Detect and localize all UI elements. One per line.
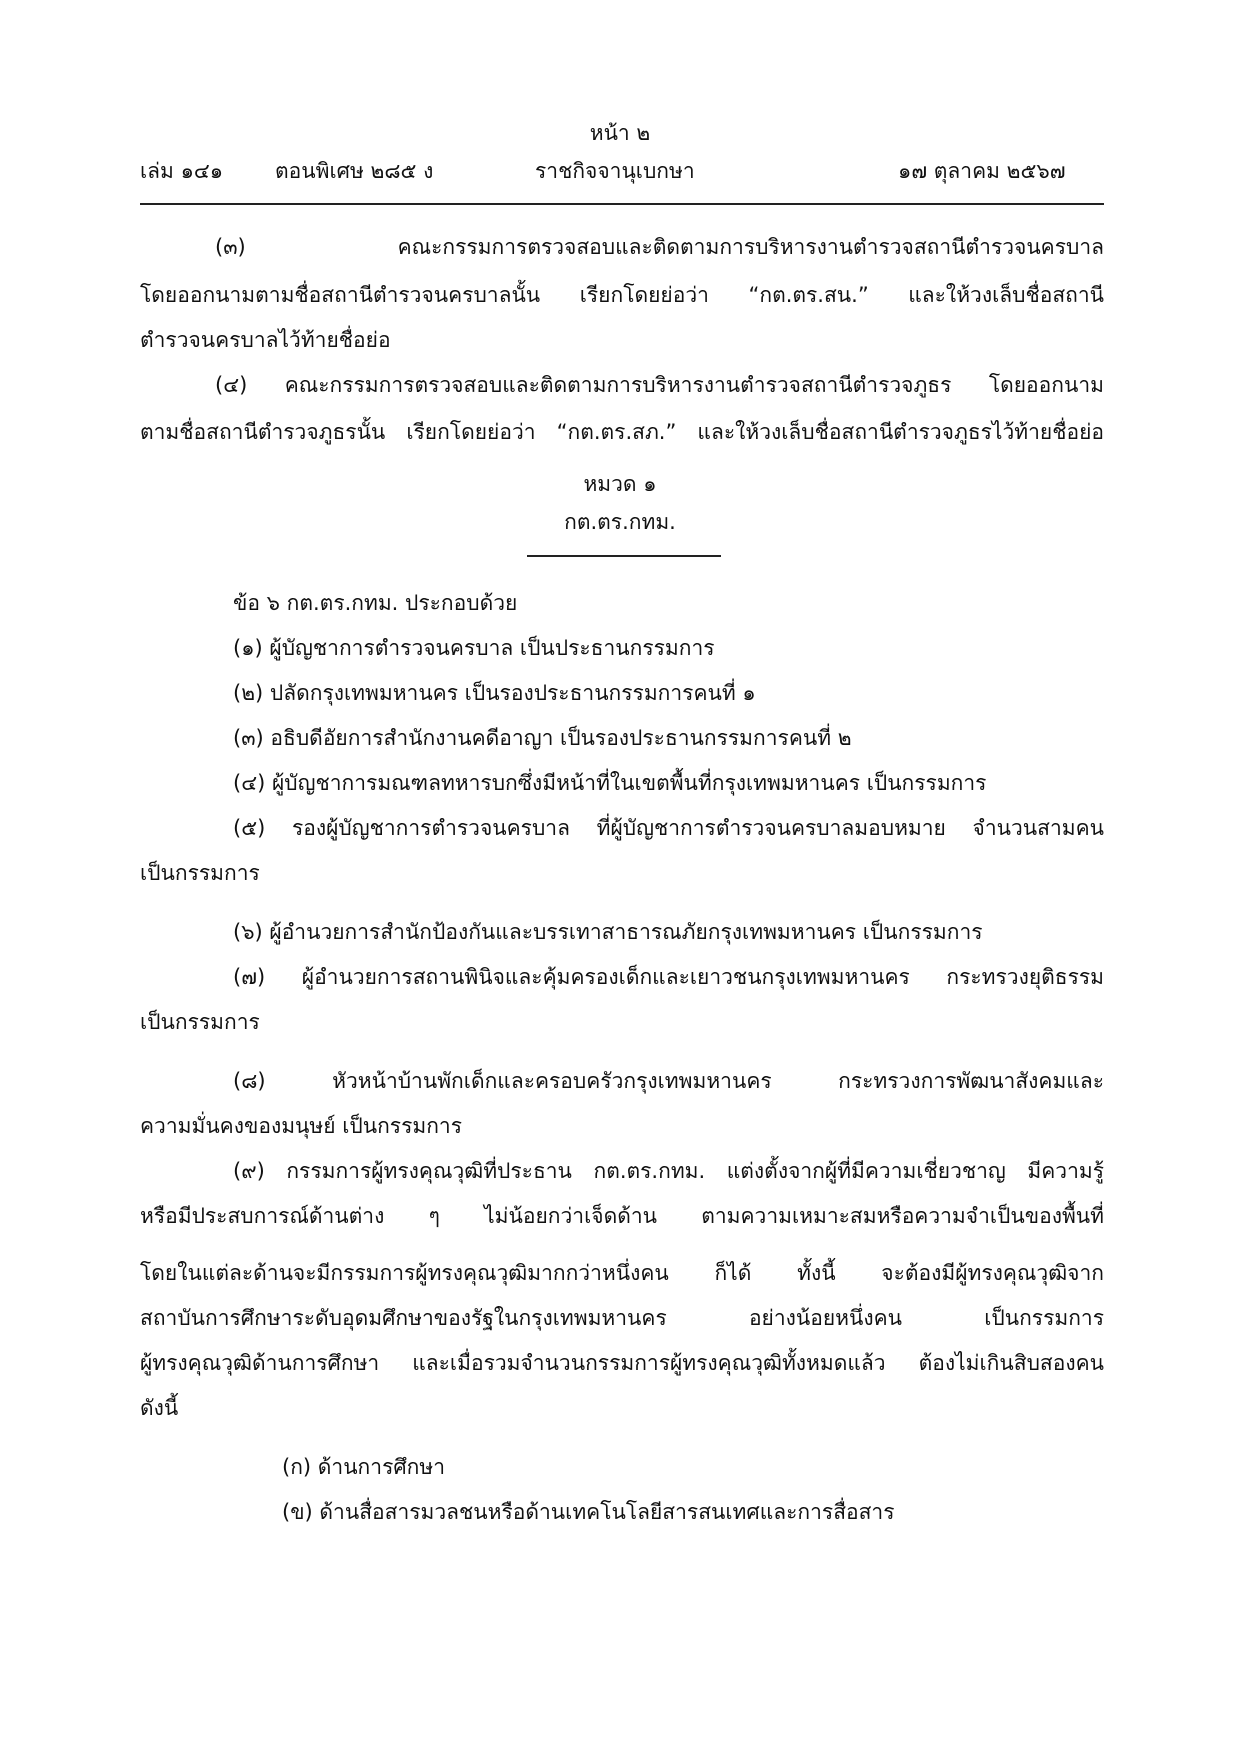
header-divider bbox=[140, 203, 1104, 205]
member-2: (๒) ปลัดกรุงเทพมหานคร เป็นรองประธานกรรมการคนที่ ๑ bbox=[233, 681, 756, 705]
publication-name: ราชกิจจานุเบกษา bbox=[535, 159, 695, 183]
member-8-line-2: ความมั่นคงของมนุษย์ เป็นกรรมการ bbox=[140, 1114, 462, 1138]
member-7-line-2: เป็นกรรมการ bbox=[140, 1010, 260, 1034]
article-heading: ข้อ ๖ กต.ตร.กทม. ประกอบด้วย bbox=[233, 591, 518, 615]
member-9-line-2: หรือมีประสบการณ์ด้านต่าง ๆ ไม่น้อยกว่าเจ็ดด้าน ตามความเหมาะสมหรือความจำเป็นของพื้นที่ bbox=[140, 1204, 1104, 1228]
intro-item-4-line-2: ตามชื่อสถานีตำรวจภูธรนั้น เรียกโดยย่อว่า “กต.ตร.สภ.” และให้วงเล็บชื่อสถานีตำรวจภูธรไว้ท้ายชื่อย่อ bbox=[140, 420, 1104, 444]
section-divider bbox=[527, 555, 721, 557]
member-4: (๔) ผู้บัญชาการมณฑลทหารบกซึ่งมีหน้าที่ในเขตพื้นที่กรุงเทพมหานคร เป็นกรรมการ bbox=[233, 771, 987, 795]
intro-item-3-line-3: ตำรวจนครบาลไว้ท้ายชื่อย่อ bbox=[140, 328, 391, 352]
section-title: หมวด ๑ bbox=[583, 472, 657, 496]
member-6: (๖) ผู้อำนวยการสำนักป้องกันและบรรเทาสาธารณภัยกรุงเทพมหานคร เป็นกรรมการ bbox=[233, 920, 983, 944]
sub-item-kho: (ข) ด้านสื่อสารมวลชนหรือด้านเทคโนโลยีสารสนเทศและการสื่อสาร bbox=[282, 1500, 895, 1524]
member-9-line-3: โดยในแต่ละด้านจะมีกรรมการผู้ทรงคุณวุฒิมากกว่าหนึ่งคน ก็ได้ ทั้งนี้ จะต้องมีผู้ทรงคุณวุฒิจาก bbox=[140, 1261, 1104, 1285]
page-number: หน้า ๒ bbox=[589, 121, 651, 145]
member-9-line-1: (๙) กรรมการผู้ทรงคุณวุฒิที่ประธาน กต.ตร.กทม. แต่งตั้งจากผู้ที่มีความเชี่ยวชาญ มีความรู้ bbox=[233, 1159, 1104, 1183]
member-8-line-1: (๘) หัวหน้าบ้านพักเด็กและครอบครัวกรุงเทพมหานคร กระทรวงการพัฒนาสังคมและ bbox=[233, 1069, 1104, 1093]
intro-item-3-line-2: โดยออกนามตามชื่อสถานีตำรวจนครบาลนั้น เรียกโดยย่อว่า “กต.ตร.สน.” และให้วงเล็บชื่อสถานี bbox=[140, 283, 1104, 307]
intro-item-4-line-1: (๔) คณะกรรมการตรวจสอบและติดตามการบริหารงานตำรวจสถานีตำรวจภูธร โดยออกนาม bbox=[215, 373, 1104, 397]
publication-date: ๑๗ ตุลาคม ๒๕๖๗ bbox=[898, 159, 1066, 183]
member-5-line-1: (๕) รองผู้บัญชาการตำรวจนครบาล ที่ผู้บัญชาการตำรวจนครบาลมอบหมาย จำนวนสามคน bbox=[233, 816, 1104, 840]
issue-number: ตอนพิเศษ ๒๘๕ ง bbox=[275, 159, 434, 183]
member-9-line-4: สถาบันการศึกษาระดับอุดมศึกษาของรัฐในกรุงเทพมหานคร อย่างน้อยหนึ่งคน เป็นกรรมการ bbox=[140, 1306, 1104, 1330]
member-3: (๓) อธิบดีอัยการสำนักงานคดีอาญา เป็นรองประธานกรรมการคนที่ ๒ bbox=[233, 726, 852, 750]
volume-number: เล่ม ๑๔๑ bbox=[140, 159, 224, 183]
section-subtitle: กต.ตร.กทม. bbox=[564, 510, 676, 534]
sub-item-ko: (ก) ด้านการศึกษา bbox=[282, 1455, 446, 1479]
member-1: (๑) ผู้บัญชาการตำรวจนครบาล เป็นประธานกรรมการ bbox=[233, 636, 715, 660]
intro-item-3-line-1: (๓) คณะกรรมการตรวจสอบและติดตามการบริหารงานตำรวจสถานีตำรวจนครบาล bbox=[215, 235, 1104, 259]
member-7-line-1: (๗) ผู้อำนวยการสถานพินิจและคุ้มครองเด็กและเยาวชนกรุงเทพมหานคร กระทรวงยุติธรรม bbox=[233, 965, 1104, 989]
member-9-line-6: ดังนี้ bbox=[140, 1396, 179, 1420]
member-5-line-2: เป็นกรรมการ bbox=[140, 861, 260, 885]
member-9-line-5: ผู้ทรงคุณวุฒิด้านการศึกษา และเมื่อรวมจำนวนกรรมการผู้ทรงคุณวุฒิทั้งหมดแล้ว ต้องไม่เกินสิบสองคน bbox=[140, 1351, 1104, 1375]
